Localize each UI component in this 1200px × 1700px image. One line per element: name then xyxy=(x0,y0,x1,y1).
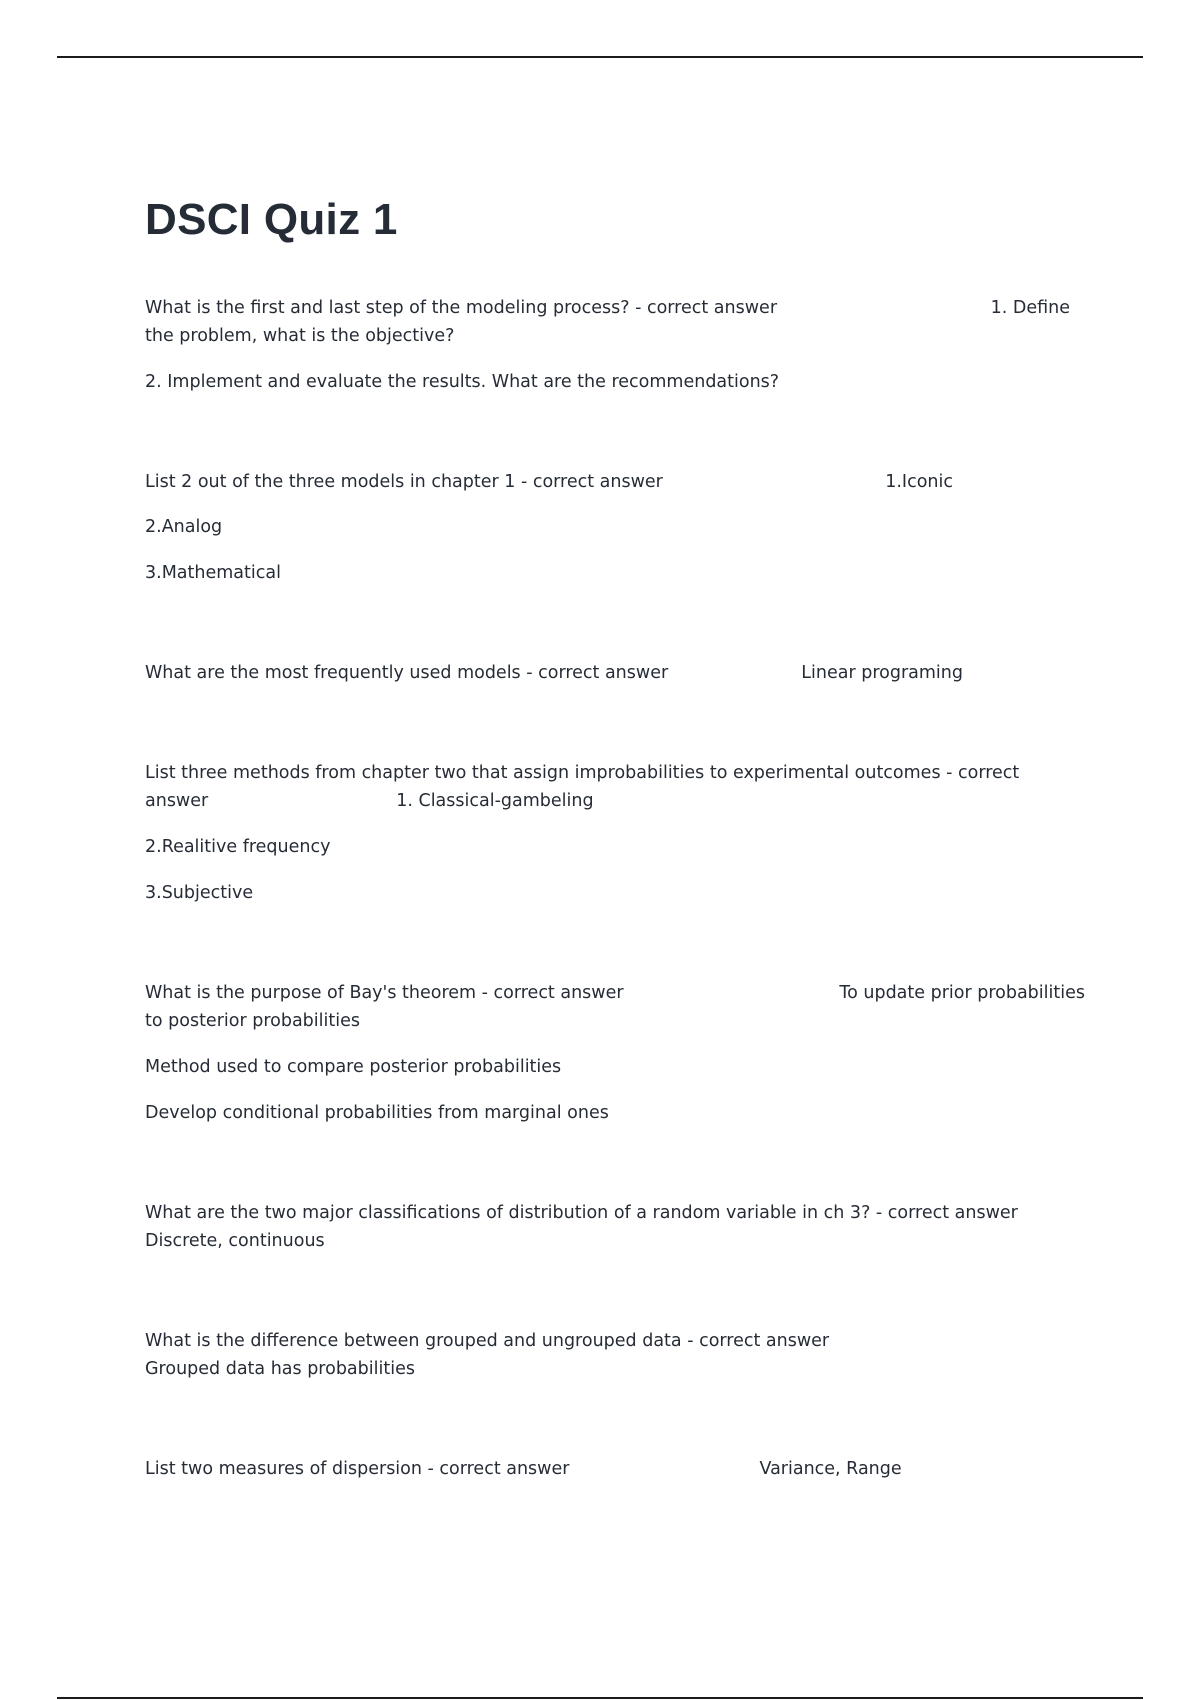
question-line xyxy=(145,979,1085,1007)
question-line xyxy=(145,1455,1085,1483)
answer-extra-line: Method used to compare posterior probabilities xyxy=(145,1057,562,1077)
answer-extra-line: 3.Subjective xyxy=(145,883,254,903)
question-text: What are the most frequently used models - correct answer xyxy=(145,663,669,683)
question-line xyxy=(145,759,1085,787)
answer-text: 1. Classical-gambeling xyxy=(396,791,594,811)
answer-extra-line: Develop conditional probabilities from marginal ones xyxy=(145,1103,609,1123)
answer-text: Grouped data has probabilities xyxy=(145,1359,415,1379)
question-continuation: answer xyxy=(145,791,209,811)
question-line xyxy=(145,1199,1085,1227)
answer-text: Linear programing xyxy=(801,663,963,683)
answer-continuation: to posterior probabilities xyxy=(145,1011,360,1031)
qa-item xyxy=(145,759,1085,907)
qa-item xyxy=(145,979,1085,1127)
answer-text: To update prior probabilities xyxy=(839,983,1085,1003)
answer-text: 1. Define xyxy=(990,298,1070,318)
answer-text: Discrete, continuous xyxy=(145,1231,325,1251)
question-line xyxy=(145,468,1085,496)
qa-item xyxy=(145,659,1085,687)
document-body xyxy=(145,190,1085,1545)
question-line xyxy=(145,1327,1085,1355)
answer-text: 1.Iconic xyxy=(885,472,953,492)
answer-extra-line: 3.Mathematical xyxy=(145,563,281,583)
question-text: List 2 out of the three models in chapter 1 - correct answer xyxy=(145,472,663,492)
question-line xyxy=(145,659,1085,687)
qa-item xyxy=(145,1199,1085,1255)
bottom-rule xyxy=(57,1697,1143,1699)
question-continuation-line xyxy=(145,787,1085,815)
answer-extra-line: 2. Implement and evaluate the results. What are the recommendations? xyxy=(145,372,780,392)
qa-item xyxy=(145,1455,1085,1483)
page-title: DSCI Quiz 1 xyxy=(145,195,398,244)
qa-item xyxy=(145,294,1085,396)
answer-extra-line: 2.Analog xyxy=(145,517,223,537)
qa-item xyxy=(145,468,1085,587)
answer-text: Variance, Range xyxy=(759,1459,902,1479)
answer-extra-line: 2.Realitive frequency xyxy=(145,837,331,857)
question-text: What is the first and last step of the modeling process? - correct answer xyxy=(145,298,778,318)
question-text: What is the difference between grouped and ungrouped data - correct answer xyxy=(145,1331,830,1351)
question-text: List two measures of dispersion - correct answer xyxy=(145,1459,570,1479)
question-text: What are the two major classifications of distribution of a random variable in ch 3? - correct answer xyxy=(145,1203,1018,1223)
qa-item xyxy=(145,1327,1085,1383)
question-text: List three methods from chapter two that assign improbabilities to experimental outcomes - correct xyxy=(145,763,1020,783)
answer-continuation: the problem, what is the objective? xyxy=(145,326,455,346)
top-rule xyxy=(57,56,1143,58)
question-text: What is the purpose of Bay's theorem - correct answer xyxy=(145,983,624,1003)
question-line xyxy=(145,294,1085,322)
